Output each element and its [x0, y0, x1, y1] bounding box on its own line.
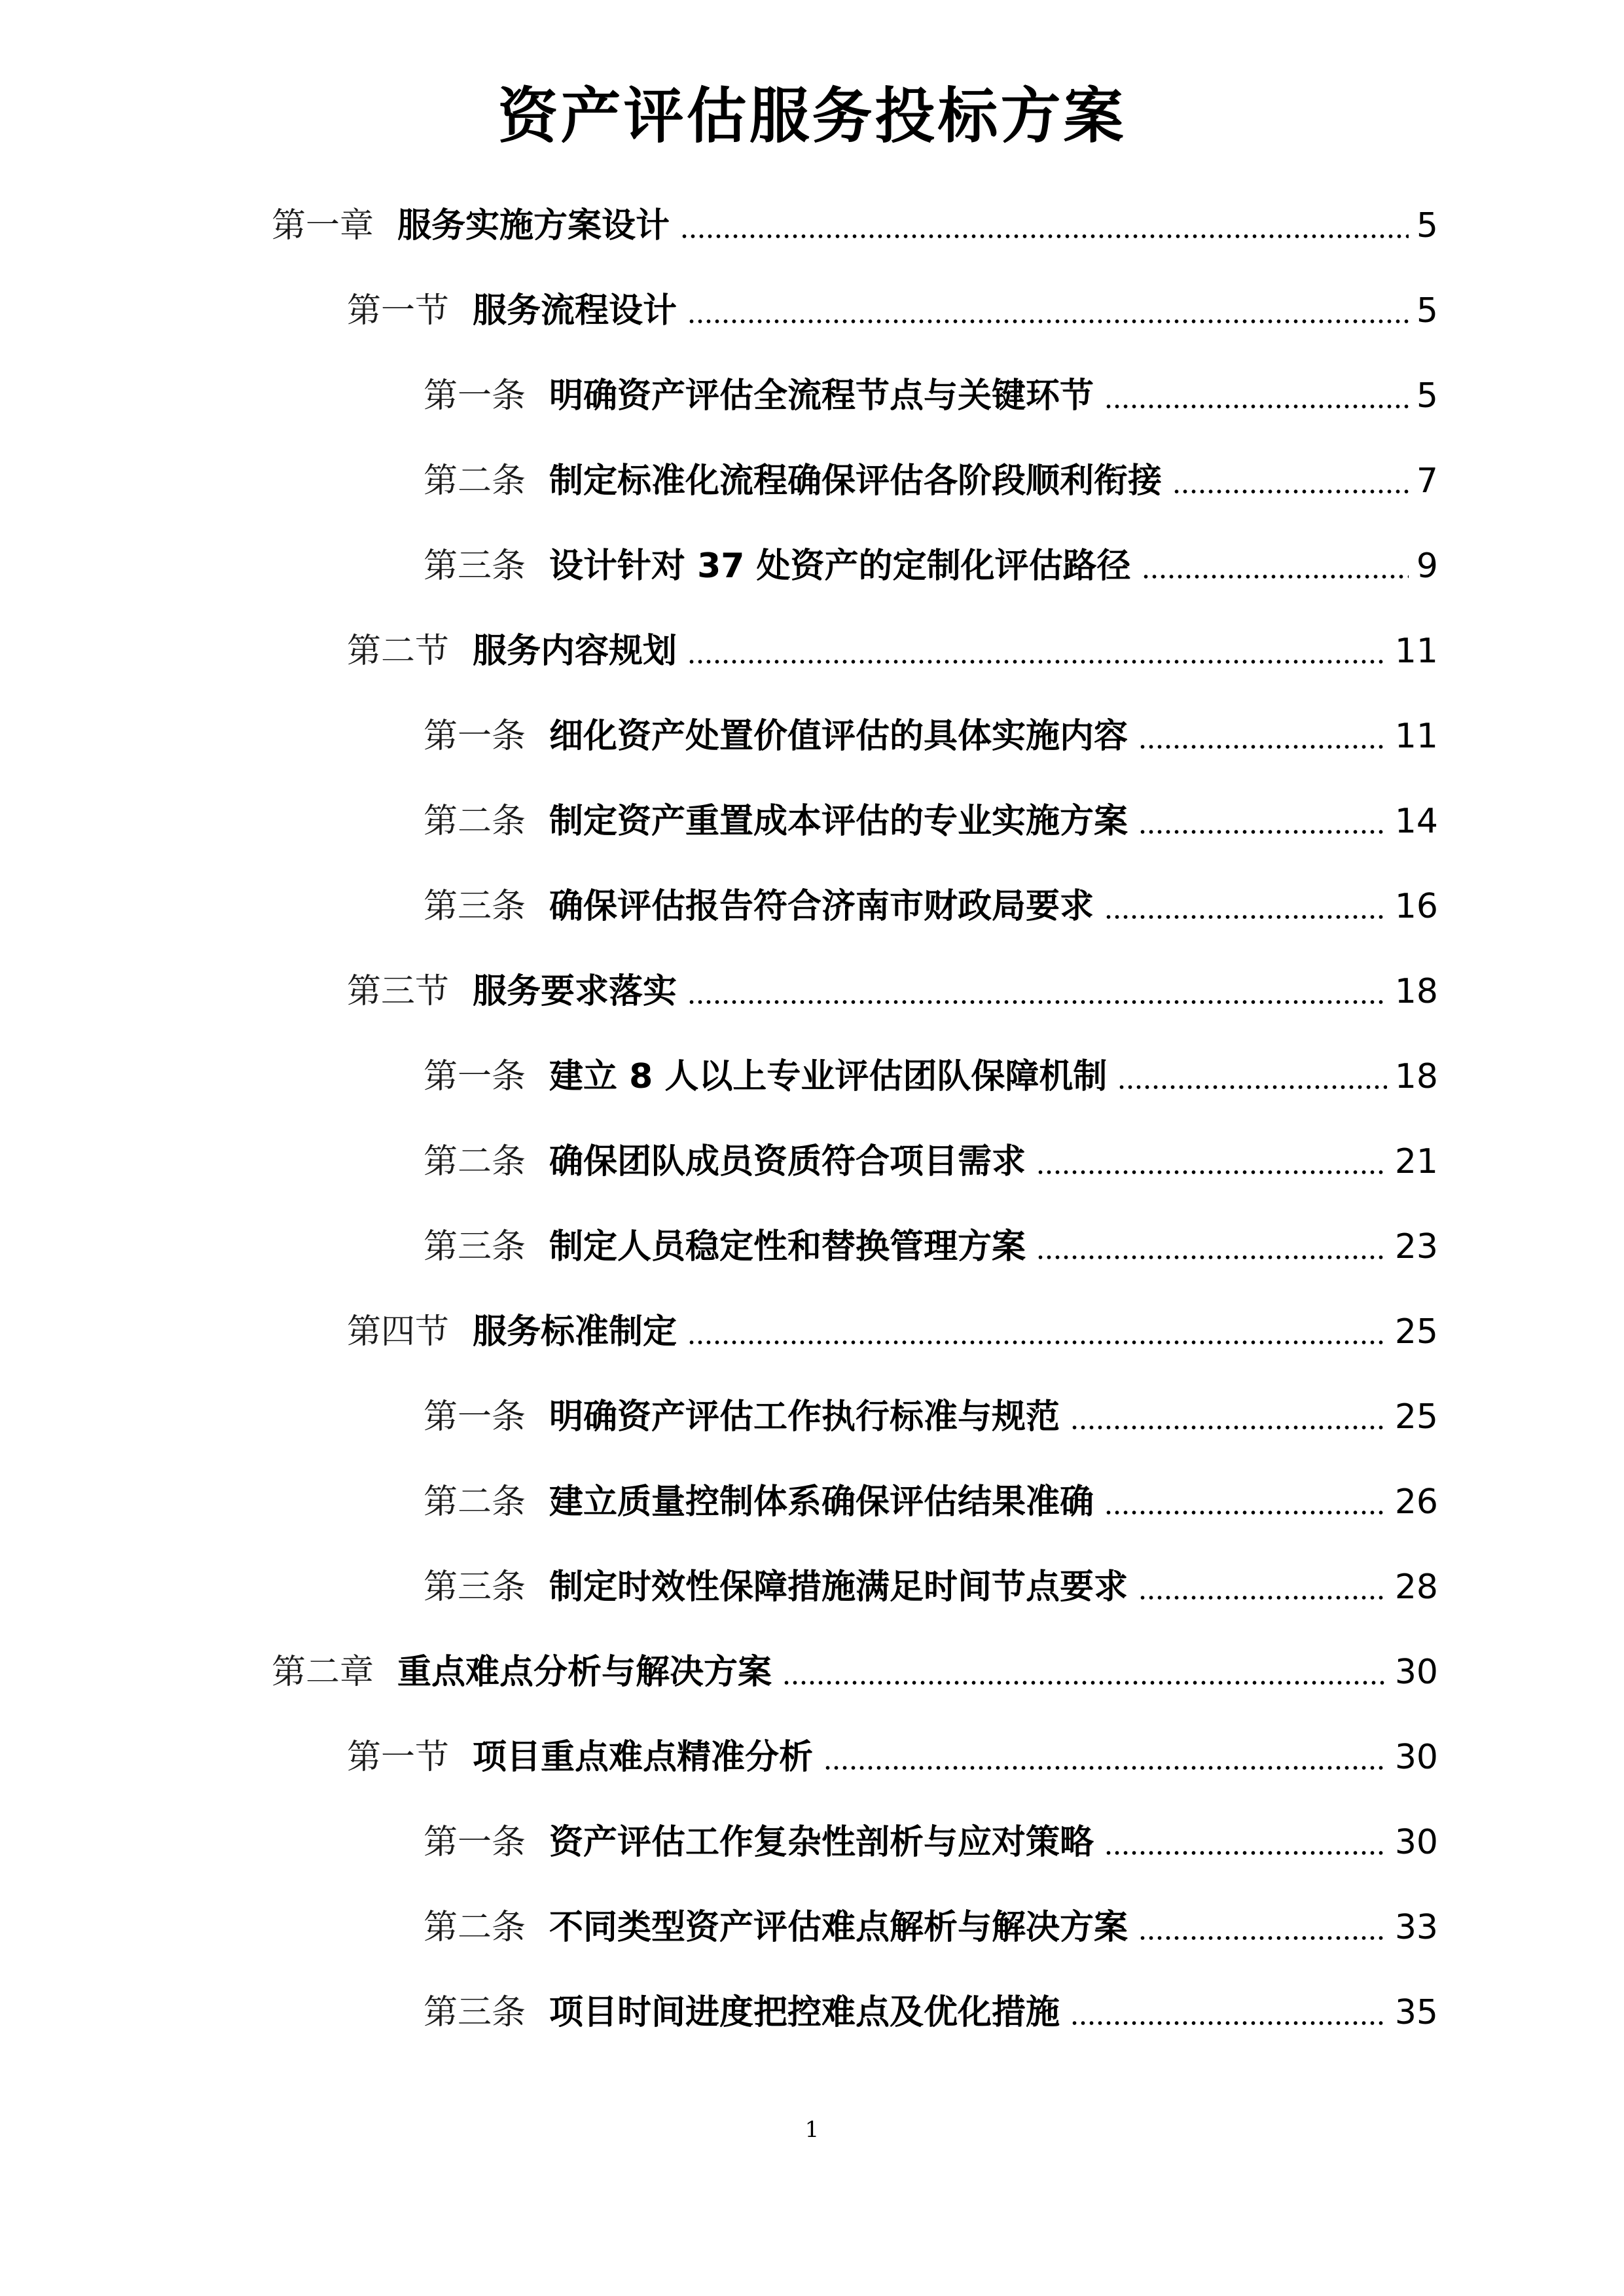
- toc-entry-page: 11: [1394, 632, 1438, 671]
- toc-entry-article[interactable]: [424, 1041, 1438, 1100]
- toc-entry-section[interactable]: [347, 275, 1438, 334]
- dot-leader: [1104, 404, 1409, 408]
- toc-entry-title: 制定时效性保障措施满足时间节点要求: [549, 1568, 1128, 1607]
- toc-entry-section[interactable]: [347, 1296, 1438, 1355]
- toc-entry-article[interactable]: [424, 870, 1438, 929]
- toc-entry-label: 第三条: [424, 1993, 526, 2032]
- dot-leader: [687, 1340, 1387, 1344]
- toc-entry-label: 第一条: [424, 717, 526, 756]
- toc-entry-title: 建立 8 人以上专业评估团队保障机制: [549, 1057, 1108, 1096]
- dot-leader: [1070, 2021, 1387, 2025]
- dot-leader: [1138, 1936, 1387, 1940]
- toc-entry-title: 重点难点分析与解决方案: [397, 1653, 772, 1692]
- page-number: 1: [804, 2117, 820, 2143]
- toc-entry-page: 28: [1394, 1568, 1438, 1607]
- dot-leader: [1138, 1596, 1387, 1600]
- toc-entry-page: 18: [1394, 972, 1438, 1011]
- toc-entry-title: 服务标准制定: [473, 1312, 677, 1352]
- toc-entry-page: 18: [1394, 1057, 1438, 1096]
- toc-entry-title: 资产评估工作复杂性剖析与应对策略: [549, 1823, 1094, 1862]
- toc-entry-chapter[interactable]: [272, 190, 1438, 249]
- toc-entry-page: 14: [1394, 802, 1438, 841]
- toc-entry-page: 35: [1394, 1993, 1438, 2032]
- dot-leader: [1070, 1426, 1387, 1429]
- toc-entry-label: 第一条: [424, 1397, 526, 1437]
- toc-entry-article[interactable]: [424, 1892, 1438, 1950]
- toc-entry-page: 30: [1394, 1823, 1438, 1862]
- toc-entry-title: 不同类型资产评估难点解析与解决方案: [549, 1908, 1128, 1947]
- toc-entry-article[interactable]: [424, 1381, 1438, 1440]
- toc-entry-label: 第三节: [347, 972, 450, 1011]
- toc-entry-label: 第二条: [424, 461, 526, 501]
- toc-entry-article[interactable]: [424, 1977, 1438, 2036]
- dot-leader: [823, 1766, 1387, 1770]
- toc-entry-label: 第四节: [347, 1312, 450, 1352]
- toc-entry-article[interactable]: [424, 530, 1438, 589]
- toc-entry-chapter[interactable]: [272, 1636, 1438, 1695]
- toc-entry-page: 11: [1394, 717, 1438, 756]
- dot-leader: [687, 660, 1387, 664]
- toc-entry-section[interactable]: [347, 615, 1438, 674]
- toc-entry-title: 项目重点难点精准分析: [473, 1738, 814, 1777]
- toc-entry-label: 第一节: [347, 291, 450, 331]
- dot-leader: [1138, 745, 1387, 749]
- toc-entry-page: 33: [1394, 1908, 1438, 1947]
- toc-entry-page: 9: [1416, 547, 1438, 586]
- page-title: 资产评估服务投标方案: [497, 81, 1127, 151]
- dot-leader: [1104, 1511, 1387, 1515]
- toc-entry-title: 确保团队成员资质符合项目需求: [549, 1142, 1026, 1181]
- toc-entry-title: 建立质量控制体系确保评估结果准确: [549, 1482, 1094, 1522]
- dot-leader: [782, 1681, 1387, 1685]
- toc-entry-article[interactable]: [424, 1211, 1438, 1270]
- toc-entry-page: 21: [1394, 1142, 1438, 1181]
- toc-entry-page: 5: [1416, 376, 1438, 416]
- toc-entry-title: 制定标准化流程确保评估各阶段顺利衔接: [549, 461, 1163, 501]
- toc-entry-page: 7: [1416, 461, 1438, 501]
- dot-leader: [687, 1000, 1387, 1004]
- toc-entry-page: 5: [1416, 206, 1438, 245]
- toc-entry-page: 26: [1394, 1482, 1438, 1522]
- toc-entry-page: 25: [1394, 1312, 1438, 1352]
- toc-entry-label: 第三条: [424, 547, 526, 586]
- toc-entry-page: 25: [1394, 1397, 1438, 1437]
- toc-entry-page: 23: [1394, 1227, 1438, 1266]
- toc-entry-title: 设计针对 37 处资产的定制化评估路径: [549, 547, 1131, 586]
- toc-entry-title: 确保评估报告符合济南市财政局要求: [549, 887, 1094, 926]
- toc-entry-title: 服务实施方案设计: [397, 206, 670, 245]
- dot-leader: [1104, 1851, 1387, 1855]
- toc-entry-label: 第一节: [347, 1738, 450, 1777]
- toc-entry-article[interactable]: [424, 1551, 1438, 1610]
- toc-entry-article[interactable]: [424, 785, 1438, 844]
- toc-entry-page: 30: [1394, 1653, 1438, 1692]
- toc-entry-article[interactable]: [424, 1126, 1438, 1185]
- toc-entry-label: 第二节: [347, 632, 450, 671]
- toc-entry-title: 明确资产评估全流程节点与关键环节: [549, 376, 1094, 416]
- toc-entry-page: 5: [1416, 291, 1438, 331]
- toc-entry-section[interactable]: [347, 956, 1438, 1014]
- toc-entry-label: 第一条: [424, 1823, 526, 1862]
- toc-entry-label: 第二条: [424, 802, 526, 841]
- toc-entry-label: 第二条: [424, 1482, 526, 1522]
- toc-entry-label: 第一条: [424, 376, 526, 416]
- toc-entry-label: 第二章: [272, 1653, 374, 1692]
- dot-leader: [1172, 490, 1409, 493]
- toc-entry-article[interactable]: [424, 445, 1438, 504]
- dot-leader: [1036, 1255, 1387, 1259]
- dot-leader: [1138, 830, 1387, 834]
- toc-entry-article[interactable]: [424, 360, 1438, 419]
- toc-entry-title: 项目时间进度把控难点及优化措施: [549, 1993, 1060, 2032]
- toc-entry-title: 明确资产评估工作执行标准与规范: [549, 1397, 1060, 1437]
- dot-leader: [1142, 575, 1409, 579]
- toc-entry-label: 第一条: [424, 1057, 526, 1096]
- toc-entry-label: 第一章: [272, 206, 374, 245]
- dot-leader: [1104, 915, 1387, 919]
- toc-entry-label: 第三条: [424, 1568, 526, 1607]
- dot-leader: [1036, 1170, 1387, 1174]
- toc-entry-title: 制定人员稳定性和替换管理方案: [549, 1227, 1026, 1266]
- toc-entry-title: 制定资产重置成本评估的专业实施方案: [549, 802, 1128, 841]
- toc-entry-title: 服务要求落实: [473, 972, 677, 1011]
- dot-leader: [1117, 1085, 1386, 1089]
- toc-entry-title: 细化资产处置价值评估的具体实施内容: [549, 717, 1128, 756]
- toc-entry-section[interactable]: [347, 1721, 1438, 1780]
- toc-entry-title: 服务流程设计: [473, 291, 677, 331]
- toc-entry-label: 第三条: [424, 1227, 526, 1266]
- toc-entry-label: 第二条: [424, 1142, 526, 1181]
- dot-leader: [680, 234, 1409, 238]
- dot-leader: [687, 319, 1409, 323]
- toc-entry-title: 服务内容规划: [473, 632, 677, 671]
- toc-entry-article[interactable]: [424, 1466, 1438, 1525]
- toc-entry-article[interactable]: [424, 1806, 1438, 1865]
- toc-entry-label: 第二条: [424, 1908, 526, 1947]
- toc-entry-article[interactable]: [424, 700, 1438, 759]
- toc-entry-page: 16: [1394, 887, 1438, 926]
- toc-entry-page: 30: [1394, 1738, 1438, 1777]
- toc-entry-label: 第三条: [424, 887, 526, 926]
